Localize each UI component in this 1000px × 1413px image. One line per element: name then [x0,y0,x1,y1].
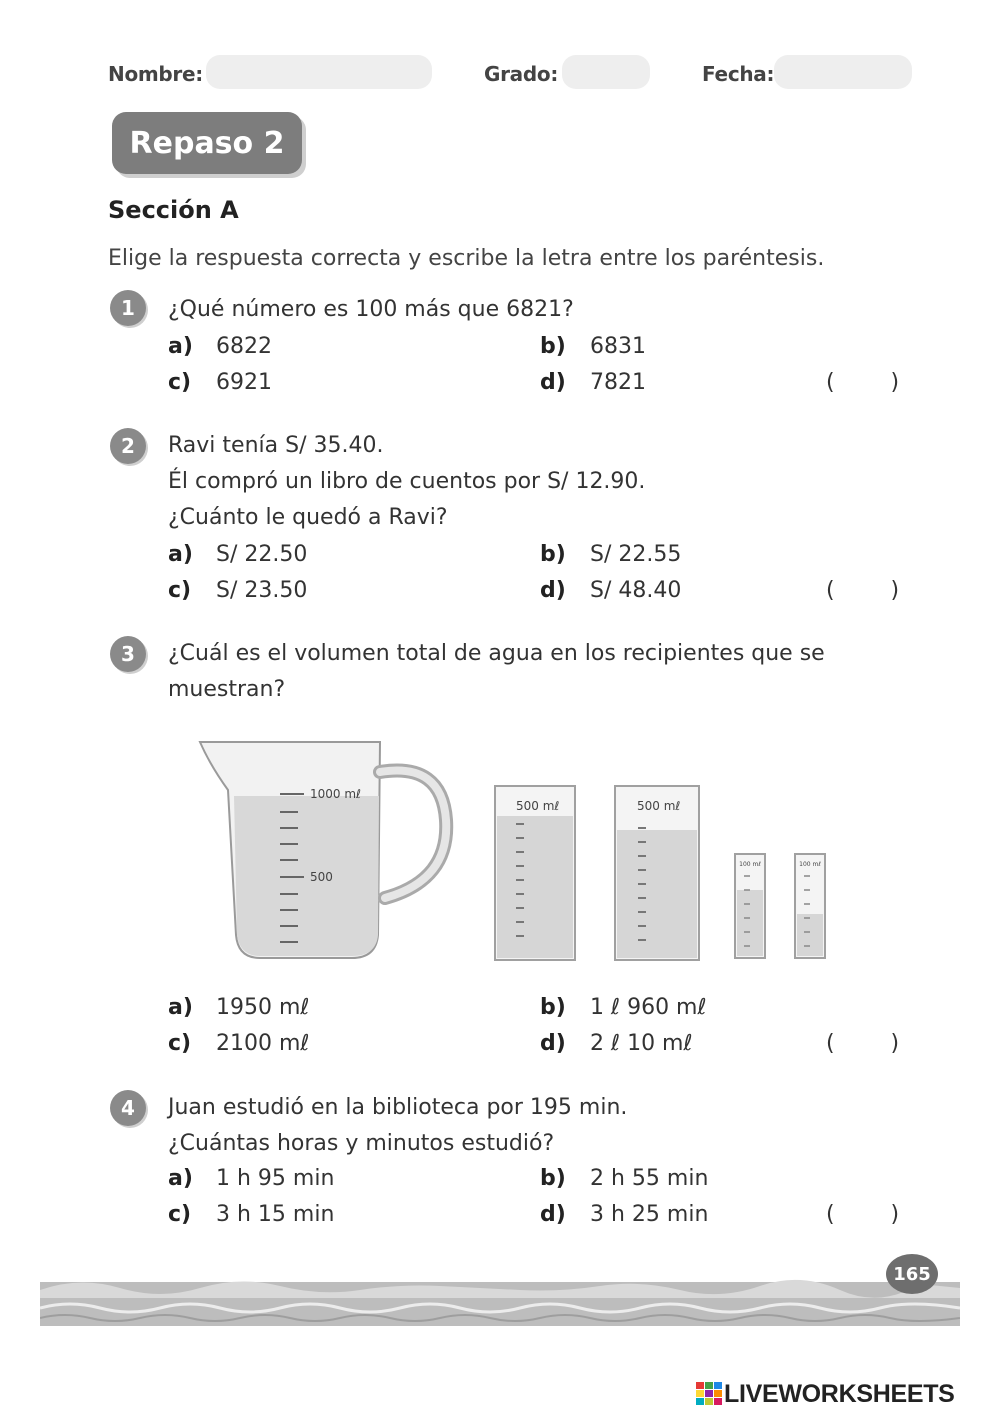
q1-option-d-value: 7821 [590,370,646,395]
q4-option-b-letter: b) [540,1166,566,1191]
q1-answer-parentheses[interactable]: ( ) [826,370,900,395]
name-field[interactable] [206,55,432,89]
q2-option-b-value: S/ 22.55 [590,542,682,567]
grade-label: Grado: [484,62,559,86]
jug-label-1000: 1000 mℓ [310,787,361,801]
q2-option-c-value: S/ 23.50 [216,578,308,603]
q3-option-b-letter: b) [540,995,566,1020]
section-title: Sección A [108,196,239,224]
q4-option-c-value: 3 h 15 min [216,1202,335,1227]
q3-option-a-value: 1950 mℓ [216,995,310,1020]
date-field[interactable] [774,55,912,89]
question-2-line-2: Él compró un libro de cuentos por S/ 12.90. [168,469,646,494]
question-2-line-1: Ravi tenía S/ 35.40. [168,433,384,458]
q2-option-a-letter: a) [168,542,193,567]
q3-option-c-value: 2100 mℓ [216,1031,310,1056]
date-label: Fecha: [702,62,775,86]
question-2-line-3: ¿Cuánto le quedó a Ravi? [168,505,448,530]
question-number-2: 2 [110,428,146,464]
q1-option-c-value: 6921 [216,370,272,395]
q2-answer-parentheses[interactable]: ( ) [826,578,900,603]
name-label: Nombre: [108,62,203,86]
q3-option-c-letter: c) [168,1031,192,1056]
q4-answer-parentheses[interactable]: ( ) [826,1202,900,1227]
q2-option-d-value: S/ 48.40 [590,578,682,603]
beaker-1 [495,786,575,960]
measuring-jug [200,742,446,958]
q3-option-a-letter: a) [168,995,193,1020]
q1-option-b-value: 6831 [590,334,646,359]
question-number-3: 3 [110,636,146,672]
cylinder-1 [735,854,765,958]
q4-option-a-value: 1 h 95 min [216,1166,335,1191]
q4-option-d-letter: d) [540,1202,566,1227]
q2-option-a-value: S/ 22.50 [216,542,308,567]
q1-option-d-letter: d) [540,370,566,395]
q3-option-d-value: 2 ℓ 10 mℓ [590,1031,693,1056]
q2-option-d-letter: d) [540,578,566,603]
cylinder-1-label: 100 mℓ [739,861,761,868]
grade-field[interactable] [562,55,650,89]
question-4-line-2: ¿Cuántas horas y minutos estudió? [168,1131,555,1156]
q4-option-a-letter: a) [168,1166,193,1191]
footer-wave-decoration [40,1268,960,1326]
q1-option-b-letter: b) [540,334,566,359]
jug-label-500: 500 [310,870,333,884]
page-number-badge: 165 [886,1254,938,1294]
liveworksheets-logo-icon [696,1382,722,1406]
q4-option-d-value: 3 h 25 min [590,1202,709,1227]
containers-illustration [180,720,840,970]
q1-option-a-value: 6822 [216,334,272,359]
question-3-line-2: muestran? [168,677,286,702]
liveworksheets-logo-text: LIVEWORKSHEETS [724,1380,955,1408]
q1-option-a-letter: a) [168,334,193,359]
question-number-4: 4 [110,1090,146,1126]
question-1-text: ¿Qué número es 100 más que 6821? [168,297,574,322]
q2-option-b-letter: b) [540,542,566,567]
beaker-2 [615,786,699,960]
q4-option-c-letter: c) [168,1202,192,1227]
q3-answer-parentheses[interactable]: ( ) [826,1031,900,1056]
beaker-1-label: 500 mℓ [516,799,560,813]
q3-option-b-value: 1 ℓ 960 mℓ [590,995,707,1020]
cylinder-2-label: 100 mℓ [799,861,821,868]
q1-option-c-letter: c) [168,370,192,395]
instructions: Elige la respuesta correcta y escribe la letra entre los paréntesis. [108,246,825,271]
q2-option-c-letter: c) [168,578,192,603]
question-4-line-1: Juan estudió en la biblioteca por 195 min. [168,1095,628,1120]
beaker-2-label: 500 mℓ [637,799,681,813]
question-3-line-1: ¿Cuál es el volumen total de agua en los recipientes que se [168,641,825,666]
q4-option-b-value: 2 h 55 min [590,1166,709,1191]
q3-option-d-letter: d) [540,1031,566,1056]
review-badge: Repaso 2 [112,112,302,174]
cylinder-2 [795,854,825,958]
question-number-1: 1 [110,290,146,326]
